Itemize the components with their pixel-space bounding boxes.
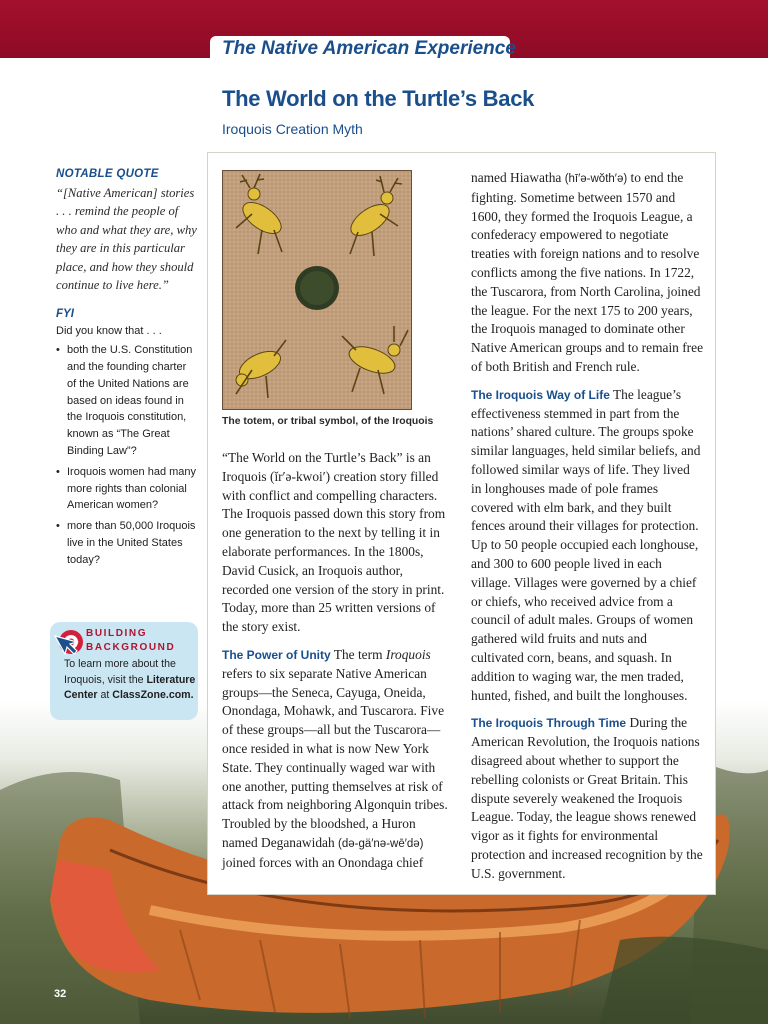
building-background-heading: BUILDING BACKGROUND — [86, 628, 176, 653]
paragraph: The Power of Unity The term Iroquois refers to six separate Native American groups—the Seneca, Cayuga, Oneida, Onondaga, Mohawk, and Tuscarora. Five of these groups—all but the Tuscarora—once resided in what is now New York State. They continually waged war with one another, putting themselves at risk of attack from neighboring Algonquin tribes. Troubled by the bloodshed, a Huron named Deganawidah (də-gä′nə-wē′də) joined forces with an Onondaga chief — [222, 646, 448, 870]
article-column-1 — [222, 449, 452, 882]
series-title: The Native American Experience — [222, 38, 516, 59]
list-item: • both the U.S. Constitution and the founding charter of the United Nations are based on ideas found in the Iroquois constitution, known as “The Great Binding Law”? — [56, 342, 198, 460]
section-heading: The Power of Unity — [222, 647, 331, 662]
section-heading: The Iroquois Through Time — [471, 716, 627, 731]
notable-quote-heading: NOTABLE QUOTE — [56, 168, 159, 180]
paragraph: The Iroquois Way of Life The league’s effectiveness stemmed in part from the nations’ shared culture. The groups spoke similar languages, held similar beliefs, and followed similar ways of life. They lived in longhouses made of pole frames covered with elm bark, and they built fences around their villages for protection. Up to 50 people occupied each longhouse, and 300 to 600 people lived in each village. Villages were governed by a chief or chiefs, who received advice from a council of adult males. Groups of women gathered wild fruits and nuts and cultivated corn, beans, and squash. In addition to waging war, the men traded, hunted, fished, and built the longhouses. — [471, 386, 701, 703]
list-item: • Iroquois women had many more rights than colonial American women? — [56, 464, 198, 514]
totem-deer-illustration — [222, 170, 412, 410]
fyi-intro: Did you know that . . . — [56, 325, 162, 338]
section-heading: The Iroquois Way of Life — [471, 387, 610, 402]
paragraph: “The World on the Turtle’s Back” is an Iroquois (ĭr′ə-kwoi′) creation story filled with conflict and compelling characters. The Iroquois passed down this story from one generation to the next by telling it in elaborate performances. In the 1800s, David Cusick, an Iroquois author, recorded one version of the story in print. Today, more than 25 written versions of the story exist. — [222, 450, 446, 635]
paragraph: The Iroquois Through Time During the American Revolution, the Iroquois nations disagreed about whether to support the rebelling colonists or Great Britain. This dispute severely weakened the Iroquois League. Today, the league shows renewed vigor as it fights for environmental protection and increased recognition by the U.S. government. — [471, 715, 703, 881]
iroquois-totem-image — [222, 170, 412, 410]
sidebar — [56, 168, 198, 573]
article-column-2 — [471, 169, 703, 892]
classzone-link[interactable]: ClassZone.com. — [112, 689, 194, 701]
list-item: • more than 50,000 Iroquois live in the United States today? — [56, 518, 198, 568]
page-title: The World on the Turtle’s Back — [222, 86, 535, 111]
paragraph: named Hiawatha (hī′ə-wŏth′ə) to end the fighting. Sometime between 1570 and 1600, they formed the Iroquois League, a confederacy empowered to negotiate treaties with foreign nations and to resolve conflicts among the five nations. In 1722, the Tuscarora, from North Carolina, joined the league. For the next 175 to 200 years, the Iroquois managed to dominate other Native American groups and to remain free of both British and French rule. — [471, 170, 704, 374]
building-background-text: To learn more about the Iroquois, visit the Literature Center at ClassZone.com. — [64, 658, 196, 701]
notable-quote: “[Native American] stories . . . remind the people of who and what they are, why they are in this particular place, and how they should continue to live here.” — [56, 186, 197, 293]
page-subtitle: Iroquois Creation Myth — [222, 121, 363, 137]
mouse-cursor-icon — [51, 628, 87, 660]
figure-caption: The totem, or tribal symbol, of the Iroquois — [222, 416, 434, 427]
fyi-heading: FYI — [56, 308, 74, 321]
literature-center-link[interactable]: Literature Center — [64, 673, 196, 701]
fyi-list — [56, 342, 198, 568]
building-background-box — [50, 622, 198, 720]
page-number: 32 — [54, 988, 67, 1000]
